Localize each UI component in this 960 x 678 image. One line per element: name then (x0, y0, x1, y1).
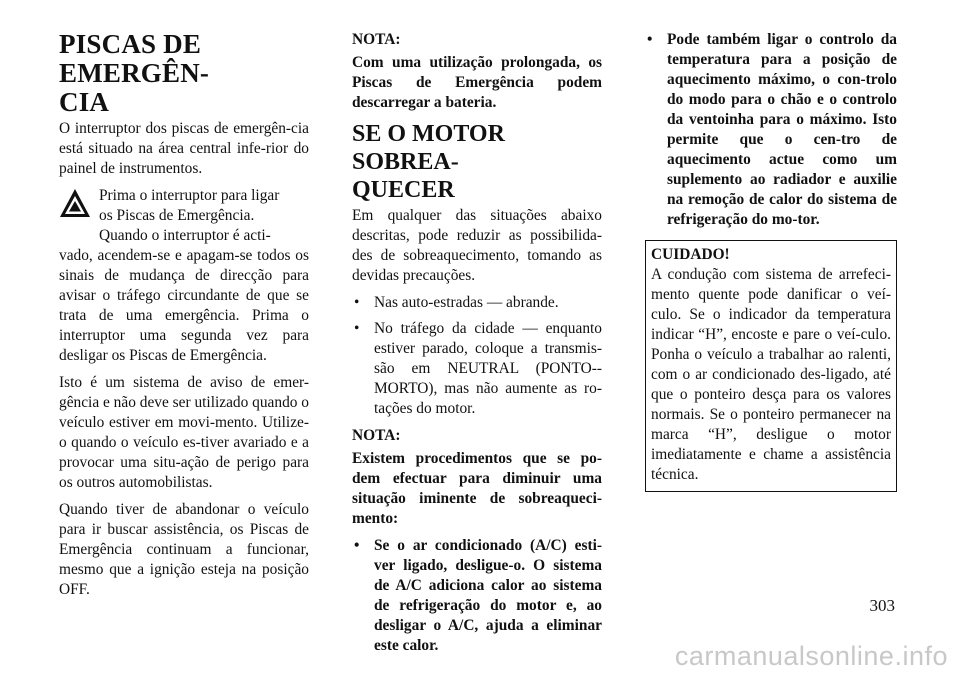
list-item: • Se o ar condicionado (A/C) esti-ver ligado, desligue-o. O sistema de A/C adiciona calor ao sistema de refrigeração do motor e, ao desligar o A/C, ajuda a eliminar este calor. (352, 536, 602, 656)
column-middle (352, 30, 602, 663)
list-item: • Pode também ligar o controlo da temperatura para a posição de aquecimento máximo, o con-trolo do modo para o chão e o controlo da ventoinha para o máximo. Isto permite que o cen-tro de aquecimento actue como um suplemento ao radiador e auxilie na remoção de calor do sistema de refrigeração do mo-tor. (645, 30, 897, 230)
warn-continuation: vado, acendem-se e apagam-se todos os sinais de mudança de direcção para avisar o tráfego circundante de que se trata de uma emergência. Prima o interruptor uma segunda vez para desligar os Piscas de Emergência. (59, 247, 309, 364)
paragraph-ignition-off: Quando tiver de abandonar o veículo para ir buscar assistência, os Piscas de Emergência continuam a funcionar, mesmo que a ignição esteja na posição OFF. (59, 501, 309, 598)
page-number: 303 (869, 596, 895, 615)
caution-text: A condução com sistema de arrefeci-mento quente pode danificar o veí-culo. Se o indicador da temperatura indicar “H”, encoste e pare o veí-culo. Ponha o veículo a trabalhar ao ralenti, com o ar condicionado des-ligado, até que o ponteiro desça para os valores normais. Se o ponteiro permanecer na marca “H”, desligue o motor imediatamente e chame a assistência técnica. (651, 266, 891, 483)
note-battery: Com uma utilização prolongada, os Piscas de Emergência podem descarregar a bateria. (352, 54, 602, 111)
section-heading-hazard (59, 30, 309, 117)
heading-line-1: SE O MOTOR SOBREA- (352, 121, 505, 175)
heading-line-2: CIA (59, 87, 110, 117)
paragraph-switch-location: O interruptor dos piscas de emergên-cia está situado na área central infe-rior do painel de instrumentos. (59, 120, 309, 177)
overheat-tips-list (352, 293, 602, 419)
caution-box (645, 240, 897, 492)
list-item: • Nas auto-estradas — abrande. (352, 293, 602, 313)
column-right (645, 30, 897, 492)
heading-line-1: PISCAS DE EMERGÊN- (59, 29, 210, 88)
note-procedures: Existem procedimentos que se po-dem efectuar para diminuir uma situação iminente de sobreaqueci-mento: (352, 450, 602, 527)
warn-line-1: Prima o interruptor para ligar (99, 187, 280, 204)
warn-line-2: os Piscas de Emergência. (99, 207, 255, 224)
watermark: carmanualsonline.info (674, 641, 948, 671)
section-heading-overheat (352, 120, 602, 204)
caution-title: CUIDADO! (651, 246, 730, 263)
list-item: • No tráfego da cidade — enquanto estiver parado, coloque a transmis-são em NEUTRAL (PONTO--MORTO), mas não aumente as ro-tações do motor. (352, 319, 602, 419)
footer (0, 638, 960, 678)
note-label: NOTA: (352, 31, 401, 48)
note-label: NOTA: (352, 427, 401, 444)
hazard-triangle-icon (59, 188, 91, 218)
hazard-instruction-block (59, 186, 309, 366)
paragraph-overheat-intro: Em qualquer das situações abaixo descritas, pode reduzir as possibilida-des de sobreaquecimento, tomando as devidas precauções. (352, 207, 602, 284)
heading-line-2: QUECER (352, 177, 455, 203)
warn-line-3: Quando o interruptor é acti- (99, 227, 271, 244)
column-left (59, 30, 309, 607)
paragraph-usage-warning: Isto é um sistema de aviso de emer-gência e não deve ser utilizado quando o veículo estiver em movi-mento. Utilize-o quando o veículo es-tiver avariado e a provocar uma situ-ação de perigo para os outros automobilistas. (59, 374, 310, 491)
procedures-list-continued (645, 30, 897, 230)
